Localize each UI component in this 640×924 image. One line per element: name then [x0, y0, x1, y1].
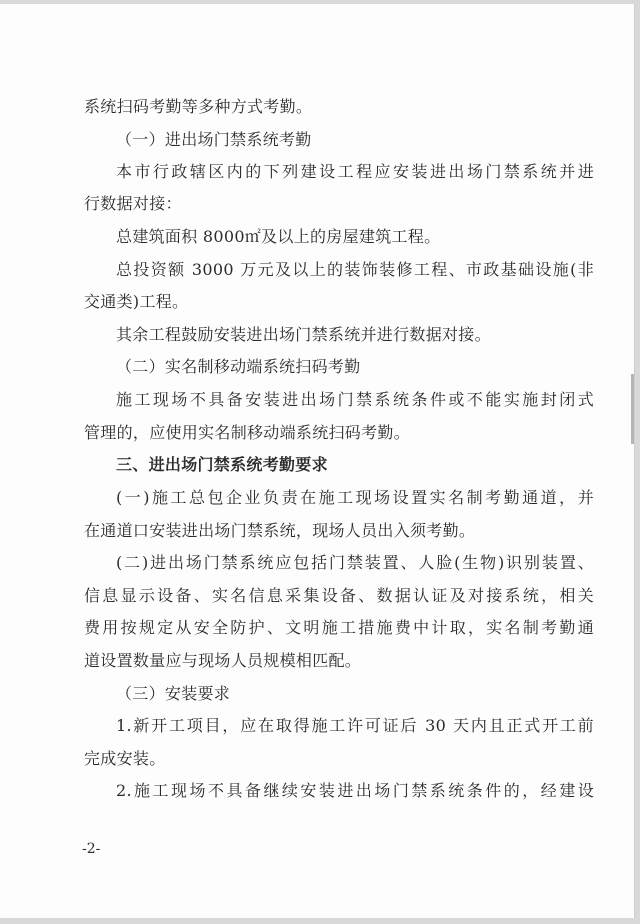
text-line: 其余工程鼓励安装进出场门禁系统并进行数据对接。 — [116, 325, 491, 344]
subsection-heading: （三）安装要求 — [116, 684, 231, 703]
text-line: 施工现场不具备安装进出场门禁系统条件或不能实施封闭式 — [116, 390, 594, 409]
subsection-heading: （二）实名制移动端系统扫码考勤 — [116, 357, 361, 376]
page-number: -2- — [82, 841, 101, 857]
document-page — [0, 4, 635, 918]
text-line: 总建筑面积 8000㎡及以上的房屋建筑工程。 — [116, 227, 441, 246]
text-line: (一)施工总包企业负责在施工现场设置实名制考勤通道，并 — [116, 488, 594, 507]
text-line: 2.施工现场不具备继续安装进出场门禁系统条件的，经建设 — [116, 781, 594, 800]
text-line: (二)进出场门禁系统应包括门禁装置、人脸(生物)识别装置、 — [116, 553, 594, 572]
text-line: 在通道口安装进出场门禁系统，现场人员出入须考勤。 — [84, 521, 476, 540]
text-line: 系统扫码考勤等多种方式考勤。 — [84, 97, 313, 116]
text-line: 完成安装。 — [84, 749, 166, 768]
text-line: 本市行政辖区内的下列建设工程应安装进出场门禁系统并进 — [116, 162, 594, 181]
text-line: 行数据对接： — [84, 194, 182, 213]
text-line: 总投资额 3000 万元及以上的装饰装修工程、市政基础设施(非 — [116, 260, 594, 279]
text-line: 管理的，应使用实名制移动端系统扫码考勤。 — [84, 423, 411, 442]
scan-edge-mark — [631, 374, 634, 444]
text-line: 道设置数量应与现场人员规模相匹配。 — [84, 651, 362, 670]
text-line: 交通类)工程。 — [84, 292, 189, 311]
text-line: 费用按规定从安全防护、文明施工措施费中计取，实名制考勤通 — [84, 618, 594, 637]
section-heading: 三、进出场门禁系统考勤要求 — [116, 455, 328, 474]
text-line: 信息显示设备、实名信息采集设备、数据认证及对接系统，相关 — [84, 586, 594, 605]
subsection-heading: （一）进出场门禁系统考勤 — [116, 130, 312, 149]
text-line: 1.新开工项目，应在取得施工许可证后 30 天内且正式开工前 — [116, 716, 594, 735]
